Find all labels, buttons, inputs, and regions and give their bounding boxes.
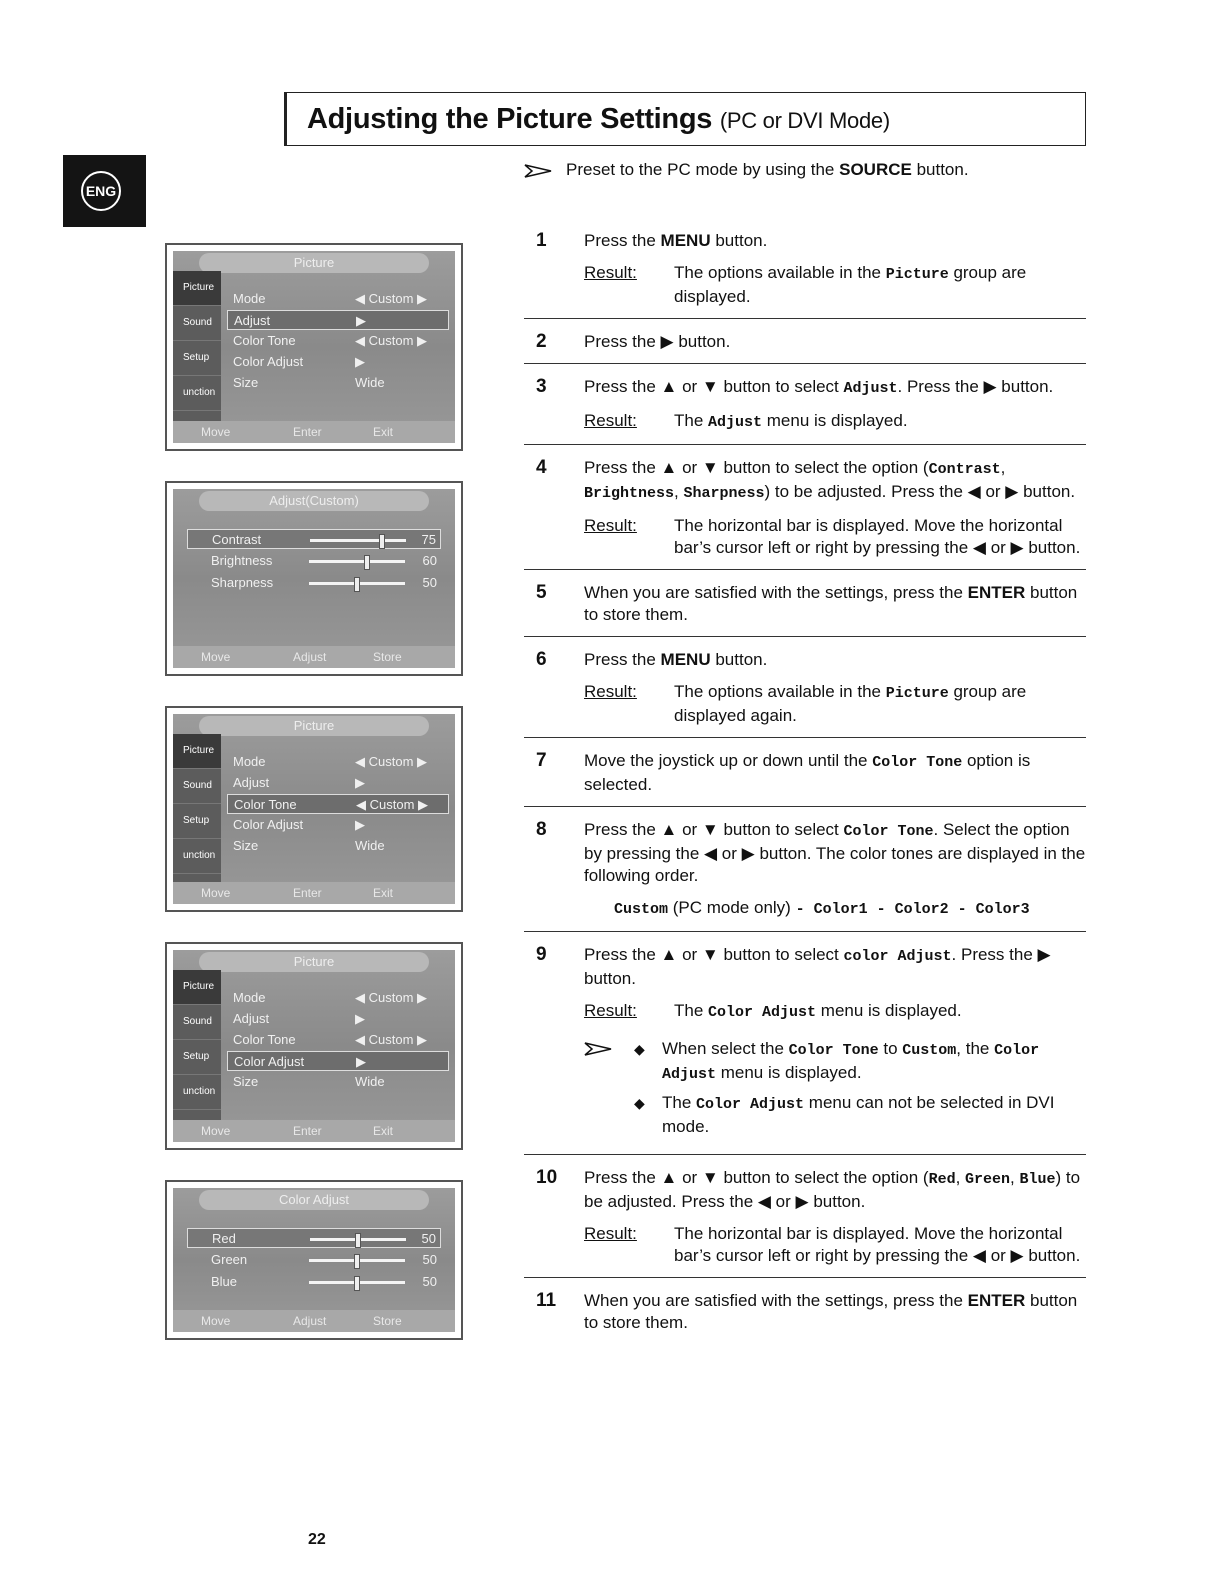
osd-slider-label: Red [212, 1231, 236, 1246]
page-title [307, 103, 890, 136]
step-7 [524, 748, 1086, 807]
osd-footer-item: Store [373, 1314, 402, 1328]
osd-menu-row [227, 815, 449, 835]
osd-footer-item: Move [201, 1124, 231, 1138]
osd-footer-item: Enter [293, 886, 322, 900]
osd-menu-value: ◀ Custom ▶ [355, 990, 428, 1005]
step-number: 11 [536, 1290, 557, 1311]
osd-slider-row [187, 1272, 441, 1292]
osd-sidebar-item: Picture [173, 970, 221, 1005]
osd-sidebar [173, 271, 221, 421]
osd-menu-label: Mode [233, 990, 266, 1005]
osd-menu-label: Color Tone [233, 1032, 296, 1047]
osd-menu-label: Adjust [233, 1011, 270, 1026]
result-label: Result: [584, 263, 637, 282]
osd-menu-row [227, 794, 449, 814]
osd-sidebar-item: Setup [173, 804, 221, 839]
steps-list [524, 228, 1086, 1354]
osd-menu-row [227, 1009, 449, 1029]
osd-menu-value: ◀ Custom ▶ [355, 333, 428, 348]
step-8 [524, 817, 1086, 932]
result-label: Result: [584, 516, 637, 535]
step-number: 7 [536, 750, 547, 771]
language-badge: ENG [81, 171, 121, 211]
step-9 [524, 942, 1086, 1155]
osd-footer-item: Exit [373, 886, 394, 900]
step-number: 8 [536, 819, 547, 840]
osd-menu-value: ▶ [355, 354, 365, 369]
osd-footer-item: Move [201, 650, 231, 664]
osd-footer-item: Exit [373, 425, 394, 439]
osd-menu-label: Color Adjust [233, 817, 304, 832]
osd-slider-knob [364, 555, 370, 570]
step-result: Result: The Adjust menu is displayed. [584, 411, 908, 431]
osd-slider-label: Contrast [212, 532, 262, 547]
osd-menu-row [227, 352, 449, 372]
osd-menu-value: ▶ [355, 1011, 365, 1026]
step-result: Result: The options available in the Picture group are displayed. [584, 263, 1027, 306]
step-result: Result: The options available in the Picture group are displayed again. [584, 682, 1027, 725]
osd-menu-row [227, 310, 449, 330]
osd-menu-label: Color Tone [234, 797, 297, 812]
osd-slider-label: Brightness [211, 553, 273, 568]
osd-menu-label: Size [233, 1074, 259, 1089]
osd-footer [173, 882, 455, 904]
preset-text: Preset to the PC mode by using the SOURCE button. [566, 160, 969, 179]
step-text: Press the ▲ or ▼ button to select the option (Red, Green, Blue) to be adjusted. Press the ◀ or ▶ button. [584, 1168, 1081, 1211]
osd-footer-item: Move [201, 1314, 231, 1328]
result-label: Result: [584, 1224, 637, 1243]
osd-slider-label: Green [211, 1252, 248, 1267]
osd-footer-item: Exit [373, 1124, 394, 1138]
osd-title: Color Adjust [199, 1190, 429, 1210]
osd-footer-item: Move [201, 886, 231, 900]
step-text: Press the MENU button. [584, 231, 768, 250]
osd-picture-coloradjust [165, 942, 463, 1150]
step-4 [524, 455, 1086, 570]
osd-panel [173, 1188, 455, 1332]
osd-footer-item: Adjust [293, 650, 327, 664]
step-result: Result: The Color Adjust menu is displayed. [584, 1001, 962, 1021]
osd-slider-value: 50 [422, 1252, 437, 1267]
step-number: 10 [536, 1167, 558, 1188]
osd-menu-label: Adjust [234, 313, 271, 328]
osd-slider-value: 75 [421, 532, 436, 547]
step-number: 2 [536, 331, 547, 352]
osd-slider-bar [310, 1238, 406, 1241]
osd-menu-value: ◀ Custom ▶ [355, 1032, 428, 1047]
step-text: Move the joystick up or down until the Color Tone option is selected. [584, 751, 1031, 794]
osd-footer-item: Store [373, 650, 402, 664]
osd-title: Adjust(Custom) [199, 491, 429, 511]
osd-menu-label: Mode [233, 754, 266, 769]
osd-menu-label: Color Adjust [234, 1054, 305, 1069]
osd-menu-value: ◀ Custom ▶ [356, 797, 429, 812]
osd-sidebar-item: unction [173, 376, 221, 411]
osd-sidebar-item: Sound [173, 306, 221, 341]
step-5 [524, 580, 1086, 637]
step-number: 9 [536, 944, 547, 965]
osd-menu-label: Size [233, 838, 259, 853]
osd-slider-bar [310, 539, 406, 542]
osd-footer-item: Enter [293, 425, 322, 439]
osd-slider-row [187, 529, 441, 549]
osd-sidebar-item: Picture [173, 271, 221, 306]
osd-sidebar-item: Sound [173, 769, 221, 804]
osd-menu-row [227, 373, 449, 393]
osd-panel [173, 714, 455, 904]
osd-menu-value: ▶ [356, 313, 366, 328]
osd-footer-item: Adjust [293, 1314, 327, 1328]
step-text: Press the ▲ or ▼ button to select Adjust. Press the ▶ button. [584, 377, 1054, 397]
osd-menu-row [227, 988, 449, 1008]
osd-menu-row [227, 1030, 449, 1050]
step-text: When you are satisfied with the settings, press the ENTER button to store them. [584, 1291, 1078, 1332]
osd-slider-row [187, 1250, 441, 1270]
osd-menu-row [227, 1072, 449, 1092]
osd-picture-adjust [165, 243, 463, 451]
osd-sidebar-item: Setup [173, 341, 221, 376]
step-1 [524, 228, 1086, 319]
note-arrow-icon [584, 1042, 612, 1056]
osd-slider-knob [379, 534, 385, 549]
osd-slider-label: Sharpness [211, 575, 274, 590]
step-text: Press the ▶ button. [584, 332, 731, 351]
osd-menu-value: ◀ Custom ▶ [355, 291, 428, 306]
osd-slider-bar [309, 1281, 405, 1284]
step-number: 3 [536, 376, 547, 397]
osd-title: Picture [199, 716, 429, 736]
osd-menu-row [227, 1051, 449, 1071]
osd-menu-value: ▶ [356, 1054, 366, 1069]
osd-sidebar [173, 734, 221, 882]
page-number: 22 [308, 1531, 326, 1548]
page-title-sub: (PC or DVI Mode) [719, 108, 890, 133]
step-text: When you are satisfied with the settings, press the ENTER button to store them. [584, 583, 1078, 624]
note-arrow-icon [524, 164, 552, 178]
osd-slider-knob [354, 1254, 360, 1269]
osd-menu-label: Adjust [233, 775, 270, 790]
osd-menu-label: Mode [233, 291, 266, 306]
osd-slider-bar [309, 560, 405, 563]
osd-menu-row [227, 289, 449, 309]
osd-slider-knob [354, 577, 360, 592]
color-tone-order: Custom (PC mode only) - Color1 - Color2 - Color3 [614, 898, 1030, 918]
osd-panel [173, 489, 455, 668]
preset-note [524, 160, 969, 180]
step-3 [524, 374, 1086, 445]
step-number: 6 [536, 649, 547, 670]
step-number: 5 [536, 582, 547, 603]
osd-slider-knob [354, 1276, 360, 1291]
osd-footer [173, 1120, 455, 1142]
osd-slider-row [187, 1228, 441, 1248]
osd-sidebar-item: Sound [173, 1005, 221, 1040]
osd-panel [173, 950, 455, 1142]
step-number: 4 [536, 457, 547, 478]
osd-menu-value: ▶ [355, 817, 365, 832]
osd-footer [173, 421, 455, 443]
result-label: Result: [584, 1001, 637, 1020]
step-text: Press the ▲ or ▼ button to select color Adjust. Press the ▶ button. [584, 945, 1051, 988]
osd-menu-row [227, 752, 449, 772]
osd-slider-value: 50 [421, 1231, 436, 1246]
osd-color-adjust [165, 1180, 463, 1340]
step-10 [524, 1165, 1086, 1278]
osd-slider-bar [309, 582, 405, 585]
step-11 [524, 1288, 1086, 1344]
title-box [284, 92, 1086, 146]
osd-adjust-custom [165, 481, 463, 676]
page-title-main: Adjusting the Picture Settings [307, 103, 713, 135]
osd-menu-value: ▶ [355, 775, 365, 790]
osd-footer [173, 646, 455, 668]
osd-panel [173, 251, 455, 443]
osd-menu-row [227, 331, 449, 351]
osd-menu-label: Size [233, 375, 259, 390]
osd-slider-knob [355, 1233, 361, 1248]
osd-sidebar [173, 970, 221, 1120]
osd-sidebar-item: Picture [173, 734, 221, 769]
osd-menu-label: Color Adjust [233, 354, 304, 369]
osd-sidebar-item: unction [173, 839, 221, 874]
osd-slider-bar [309, 1259, 405, 1262]
step-number: 1 [536, 230, 547, 251]
osd-title: Picture [199, 952, 429, 972]
note-item: ◆ The Color Adjust menu can not be selected in DVI mode. [662, 1092, 1086, 1138]
osd-slider-row [187, 573, 441, 593]
osd-slider-label: Blue [211, 1274, 238, 1289]
osd-menu-label: Color Tone [233, 333, 296, 348]
step-result: Result: The horizontal bar is displayed. Move the horizontal bar’s cursor left or right by pressing the ◀ or ▶ button. [584, 516, 1081, 557]
osd-footer [173, 1310, 455, 1332]
osd-footer-item: Enter [293, 1124, 322, 1138]
osd-menu-value: ◀ Custom ▶ [355, 754, 428, 769]
note-item: ◆ When select the Color Tone to Custom, the Color Adjust menu is displayed. [662, 1038, 1086, 1086]
osd-picture-colortone [165, 706, 463, 912]
osd-menu-row [227, 773, 449, 793]
result-label: Result: [584, 411, 637, 430]
osd-menu-row [227, 836, 449, 856]
osd-menu-value: Wide [355, 1074, 385, 1089]
step-2 [524, 329, 1086, 364]
osd-menu-value: Wide [355, 375, 385, 390]
osd-slider-value: 50 [422, 575, 437, 590]
osd-footer-item: Move [201, 425, 231, 439]
step-text: Press the ▲ or ▼ button to select the option (Contrast, Brightness, Sharpness) to be adjusted. Press the ◀ or ▶ button. [584, 458, 1076, 502]
osd-title: Picture [199, 253, 429, 273]
osd-sidebar-item: unction [173, 1075, 221, 1110]
osd-menu-value: Wide [355, 838, 385, 853]
osd-slider-row [187, 551, 441, 571]
language-tab [63, 155, 146, 227]
step-text: Press the MENU button. [584, 650, 768, 669]
osd-sidebar-item: Setup [173, 1040, 221, 1075]
step-6 [524, 647, 1086, 738]
step-result: Result: The horizontal bar is displayed. Move the horizontal bar’s cursor left or right by pressing the ◀ or ▶ button. [584, 1224, 1081, 1265]
osd-slider-value: 50 [422, 1274, 437, 1289]
result-label: Result: [584, 682, 637, 701]
step-notes [584, 1038, 1086, 1138]
step-text: Press the ▲ or ▼ button to select Color Tone. Select the option by pressing the ◀ or ▶ button. The color tones are displayed in the following order. [584, 820, 1086, 885]
osd-slider-value: 60 [422, 553, 437, 568]
